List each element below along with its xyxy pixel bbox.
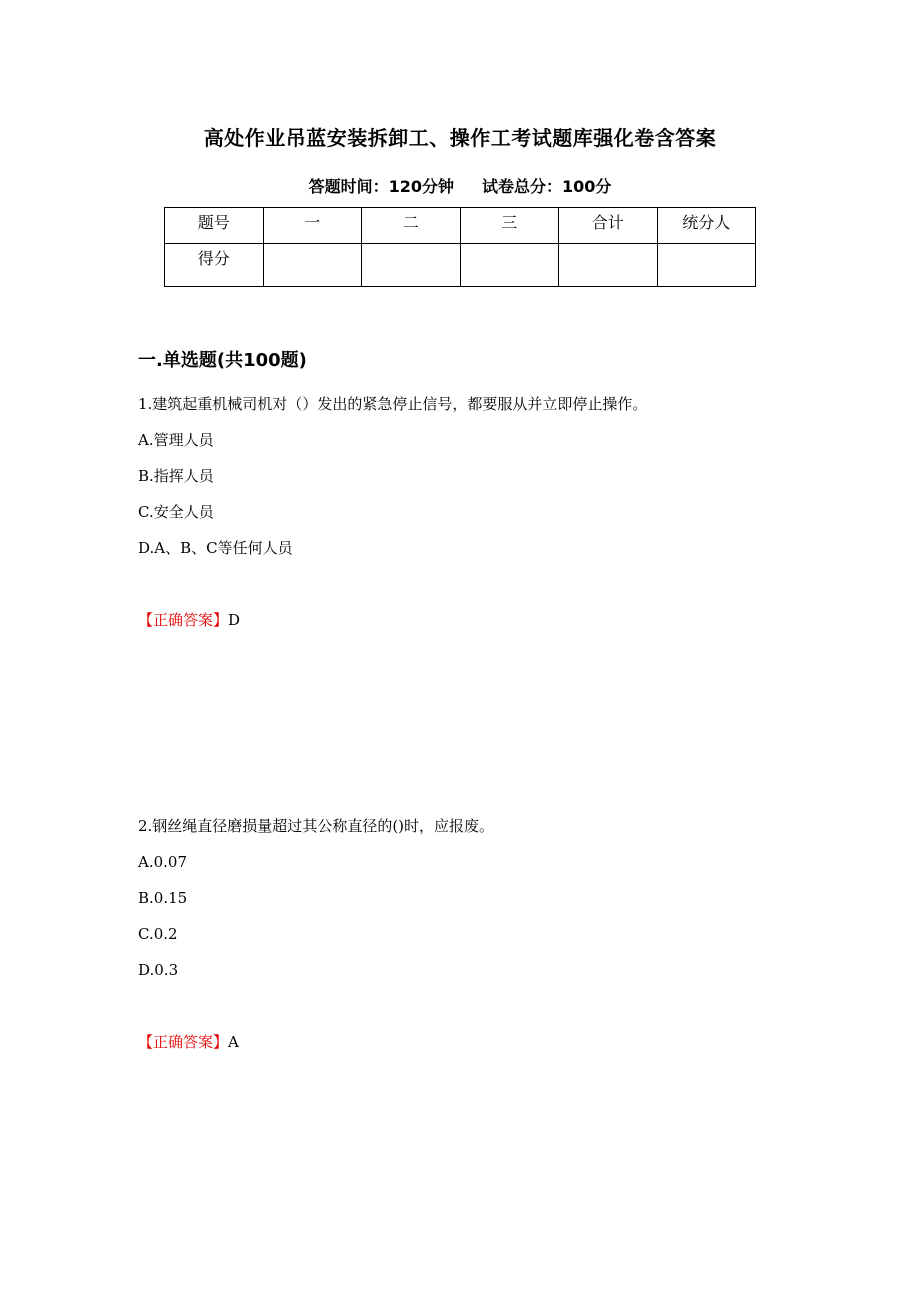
exam-meta bbox=[0, 174, 920, 197]
score-table-header-cell: 一 bbox=[263, 208, 362, 244]
question-1-stem: 1.建筑起重机械司机对（）发出的紧急停止信号，都要服从并立即停止操作。 bbox=[138, 395, 648, 413]
score-table-header-cell: 统分人 bbox=[657, 208, 756, 244]
question-1-option-b: B.指挥人员 bbox=[138, 467, 214, 485]
question-1-option-a: A.管理人员 bbox=[138, 431, 214, 449]
answer-value: D bbox=[228, 611, 241, 629]
question-1-option-d: D.A、B、C等任何人员 bbox=[138, 539, 293, 557]
score-table-row-label: 得分 bbox=[165, 244, 264, 287]
score-table-cell bbox=[559, 244, 658, 287]
score-table-cell bbox=[263, 244, 362, 287]
section-title: 一.单选题(共100题) bbox=[138, 350, 307, 371]
score-table-score-row bbox=[165, 244, 756, 287]
question-2-option-a: A.0.07 bbox=[138, 853, 187, 871]
score-table-header-row bbox=[165, 208, 756, 244]
score-table-header-cell: 合计 bbox=[559, 208, 658, 244]
exam-time: 答题时间：120分钟 bbox=[308, 177, 454, 196]
question-2-answer bbox=[138, 1032, 239, 1052]
exam-total-score: 试卷总分：100分 bbox=[482, 177, 612, 196]
answer-label: 【正确答案】 bbox=[138, 1033, 229, 1051]
question-2-option-b: B.0.15 bbox=[138, 889, 188, 907]
score-table bbox=[164, 207, 756, 287]
score-table-header-cell: 二 bbox=[362, 208, 461, 244]
document-title: 高处作业吊蓝安装拆卸工、操作工考试题库强化卷含答案 bbox=[203, 126, 717, 150]
question-2-option-d: D.0.3 bbox=[138, 961, 179, 979]
question-1-option-c: C.安全人员 bbox=[138, 503, 214, 521]
question-1-answer bbox=[138, 610, 240, 630]
score-table-header-cell: 三 bbox=[460, 208, 559, 244]
answer-value: A bbox=[228, 1033, 239, 1051]
answer-label: 【正确答案】 bbox=[138, 611, 229, 629]
score-table-cell bbox=[657, 244, 756, 287]
score-table-cell bbox=[460, 244, 559, 287]
question-2-option-c: C.0.2 bbox=[138, 925, 178, 943]
score-table-header-cell: 题号 bbox=[165, 208, 264, 244]
question-2-stem: 2.钢丝绳直径磨损量超过其公称直径的()时，应报废。 bbox=[138, 817, 495, 835]
score-table-cell bbox=[362, 244, 461, 287]
